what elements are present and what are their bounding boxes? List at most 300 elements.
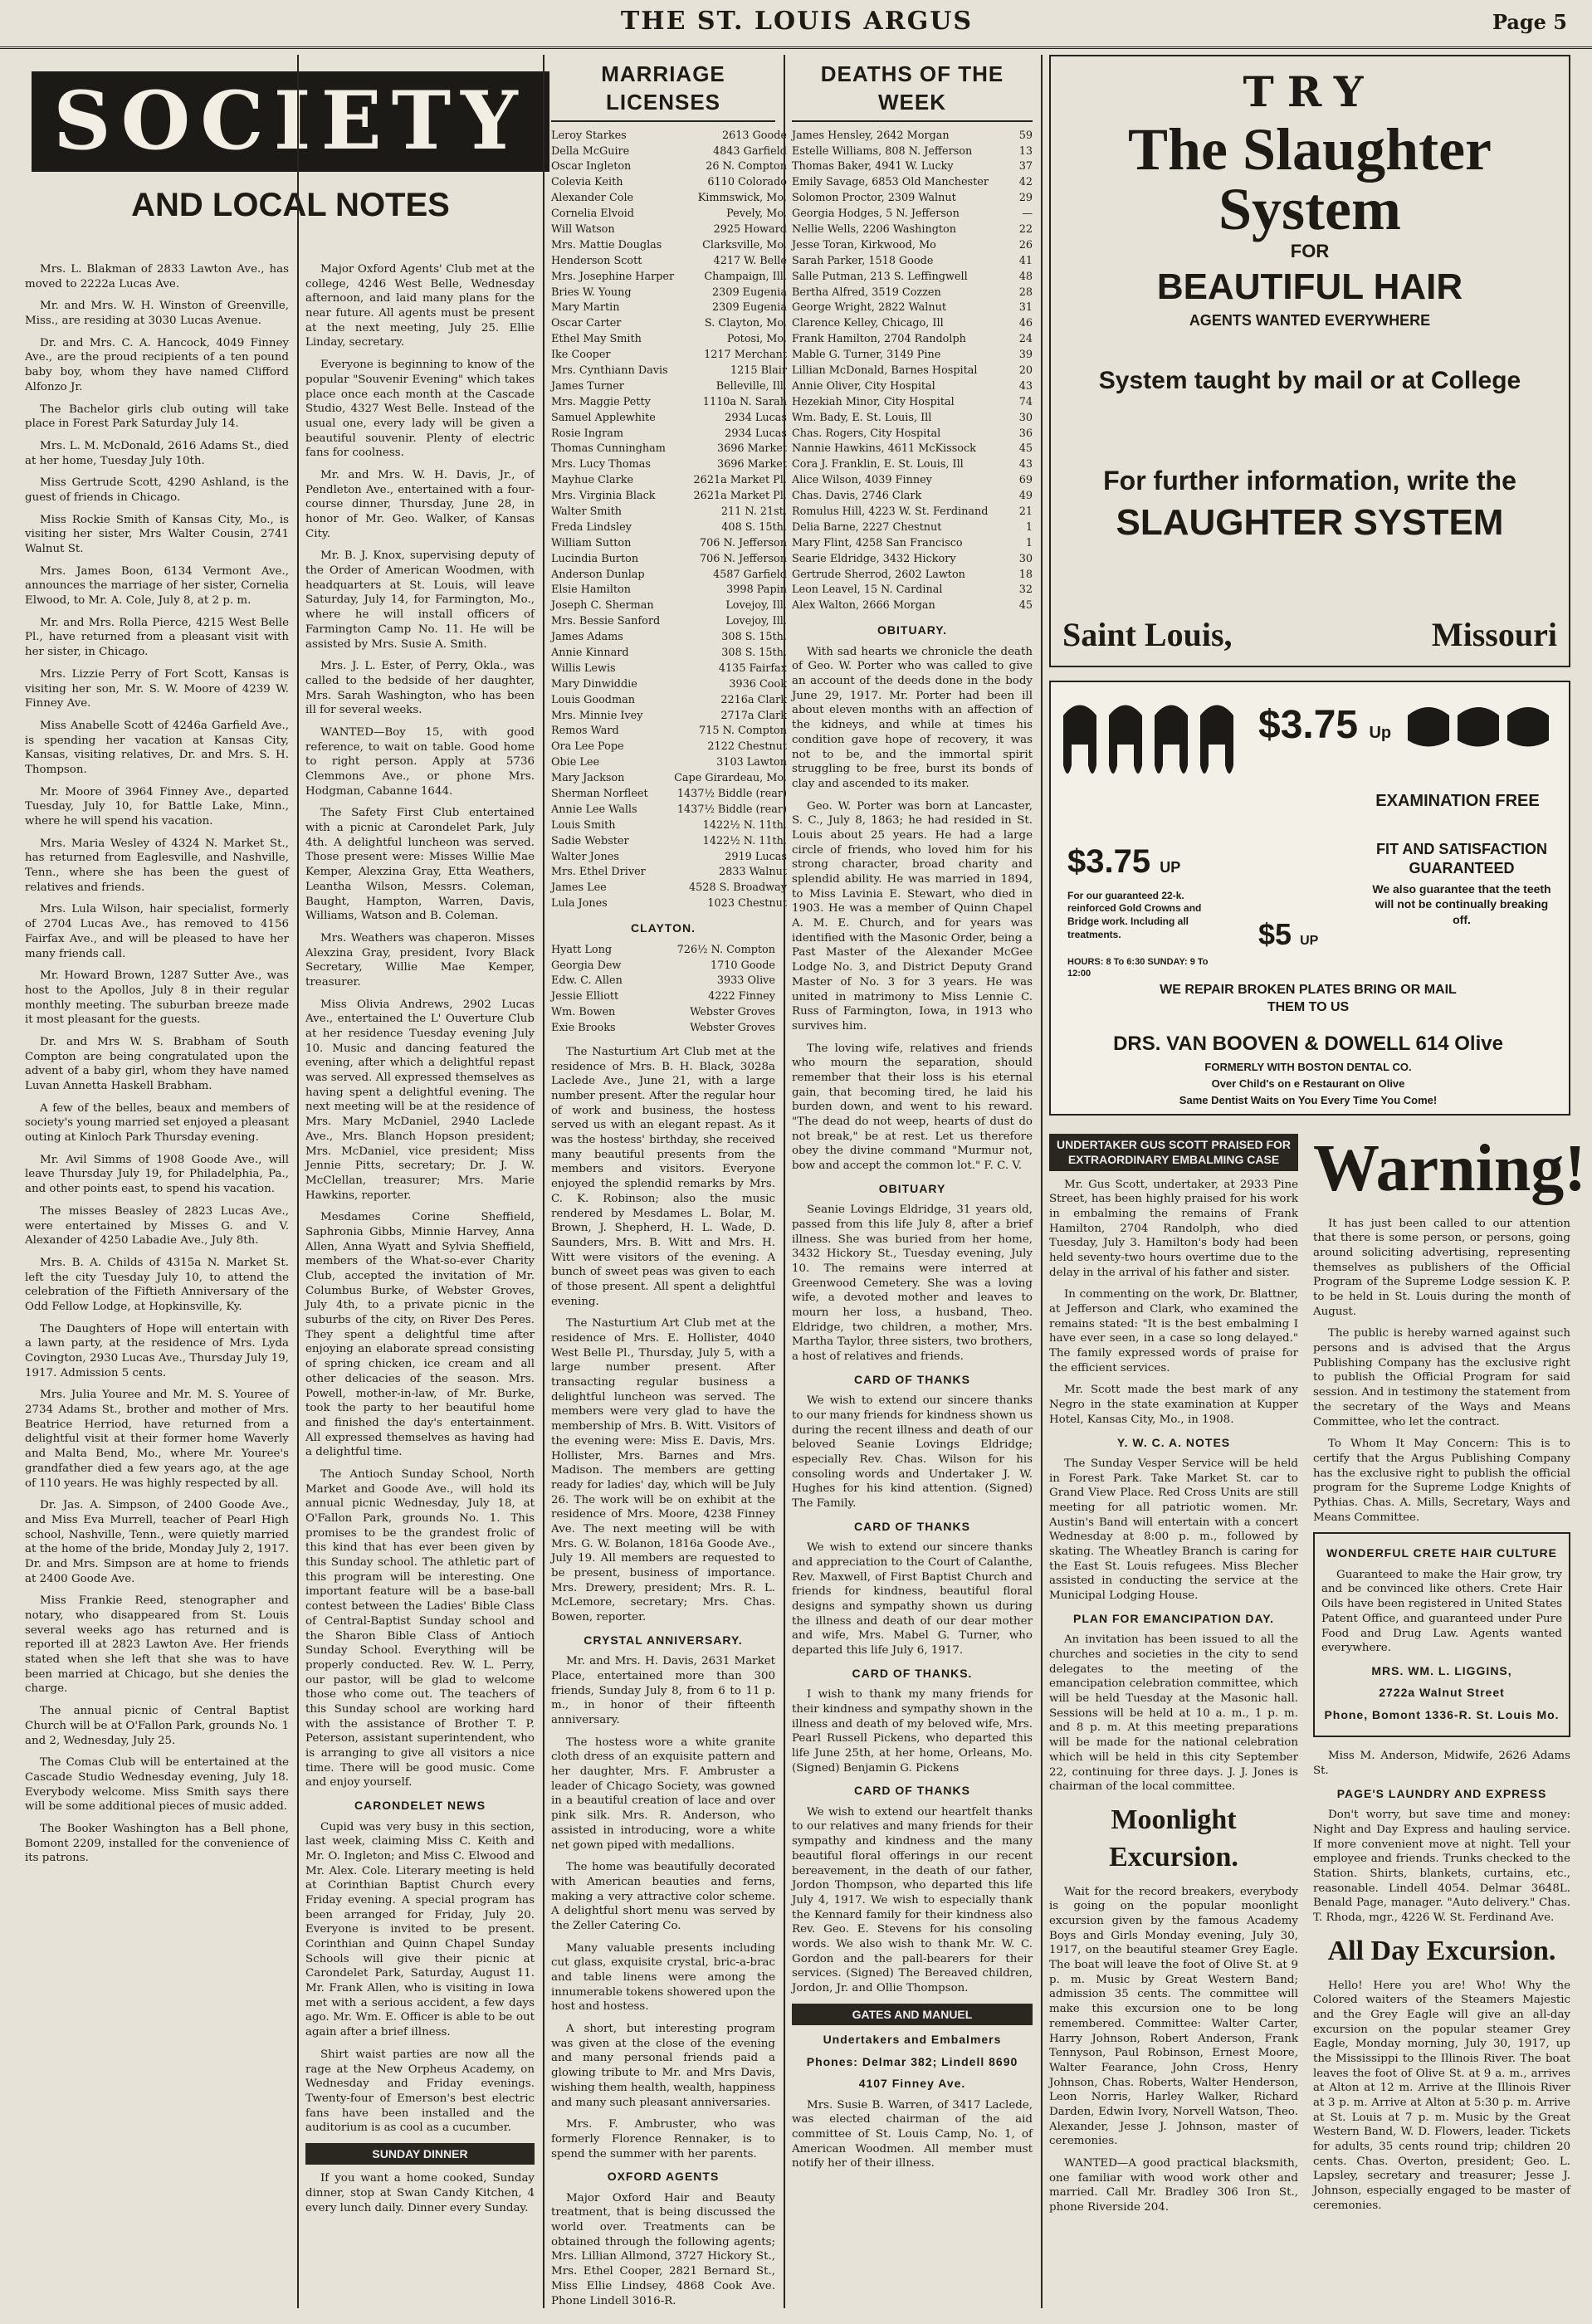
entry-detail: 1437½ Biddle (rear)	[676, 788, 787, 801]
entry-name: Alexander Cole	[551, 192, 634, 205]
entry-name: Estelle Williams, 808 N. Jefferson	[792, 144, 973, 158]
deaths-heading: DEATHS OF THE WEEK	[792, 60, 1033, 122]
list-row	[792, 332, 1033, 348]
entry-name: Henderson Scott	[551, 254, 642, 267]
list-row	[551, 411, 787, 427]
list-row	[551, 677, 787, 693]
entry-detail: Potosi, Mo.	[726, 333, 787, 346]
entry-name: Gertrude Sherrod, 2602 Lawton	[792, 568, 965, 581]
entry-detail: Kimmswick, Mo.	[697, 192, 787, 205]
for-text: FOR	[1290, 241, 1330, 261]
midwife-ad: Miss M. Anderson, Midwife, 2626 Adams St.	[1313, 1750, 1570, 1777]
list-row	[792, 568, 1033, 583]
entry-name: Delia Barne, 2227 Chestnut	[792, 520, 942, 534]
paragraph: To Whom It May Concern: This is to certify that the Argus Publishing Company has the exclusive right to publish the official program for the Supreme Lodge Knights of Pythias. Chas. A. Mills, Secretary, Ways and Means Committee.	[1313, 1438, 1570, 1524]
paragraph: Mrs. Julia Youree and Mr. M. S. Youree of 2734 Adams St., brother and mother of Mrs. Beatrice Herriod, have returned from a delightful visit at their former home Waverly and Malta Bend, Mo., where Mr. Youree's grandfather died a few years ago, at the age of 110 years. He was highly respected by all.	[25, 1389, 289, 1490]
column-rule	[297, 55, 299, 2308]
entry-detail: 69	[1018, 474, 1033, 487]
crown-price	[1067, 840, 1180, 884]
deaths-column	[792, 55, 1033, 2308]
entry-name: Wm. Bowen	[551, 1006, 616, 1019]
paragraph: The Safety First Club entertained with a picnic at Carondelet Park, July 4th. A delightful luncheon was served. Those present were: Misses Willie Mae Kemper, Alexzina Gray, Etta Weathers, Leantha Wilson, Messrs. Coleman, Baught, Hampton, Warren, Davis, Williams, Watson and B. Coleman.	[305, 807, 535, 923]
list-row	[551, 771, 787, 787]
entry-name: Mrs. Mattie Douglas	[551, 238, 662, 251]
entry-name: James Adams	[551, 631, 623, 644]
paragraph: Mrs. J. L. Ester, of Perry, Okla., was called to the bedside of her daughter, Mrs. Sarah Washington, who has been ill for several weeks.	[305, 660, 535, 717]
paragraph: Major Oxford Agents' Club met at the college, 4246 West Belle, Wednesday afternoon, and laid many plans for the near future. All agents must be present at the next meeting, July 25. Ellie Linday, secretary.	[305, 263, 535, 349]
entry-name: Clarence Kelley, Chicago, Ill	[792, 317, 944, 330]
list-row	[792, 300, 1033, 316]
entry-name: James Hensley, 2642 Morgan	[792, 129, 950, 142]
price-value: $5	[1258, 916, 1292, 951]
entry-name: Mrs. Virginia Black	[551, 490, 656, 503]
list-row	[792, 348, 1033, 364]
entry-detail: 46	[1018, 317, 1033, 330]
entry-detail: 2925 Howard	[713, 222, 787, 236]
list-row	[551, 709, 787, 725]
entry-name: Joseph C. Sherman	[551, 599, 654, 613]
card-of-thanks-heading: CARD OF THANKS	[854, 1372, 970, 1386]
list-row	[792, 207, 1033, 222]
entry-detail: 4217 W. Belle	[713, 254, 787, 267]
paragraph: Mr. B. J. Knox, supervising deputy of the Order of American Woodmen, with headquarters at St. Louis, will leave Saturday, July 14, for Farmington, Mo., where he will install officers of Farmington Camp No. 11. He will be assisted by Mrs. Susie A. Smith.	[305, 549, 535, 651]
entry-name: Bries W. Young	[551, 286, 632, 299]
paragraph: Mrs. Maria Wesley of 4324 N. Market St., has returned from Eaglesville, and Nashville, Tenn., where she has been the guest of relatives and friends.	[25, 837, 289, 894]
entry-name: Oscar Carter	[551, 317, 622, 330]
taught-by-mail-text: System taught by mail or at College	[1098, 366, 1521, 394]
entry-detail: 31	[1018, 301, 1033, 315]
entry-detail: 2919 Lucas	[725, 850, 787, 863]
page-number: Page 5	[1492, 10, 1567, 34]
entry-detail: 30	[1018, 552, 1033, 565]
masthead-title: THE ST. LOUIS ARGUS	[620, 7, 974, 36]
entry-name: Mrs. Josephine Harper	[551, 270, 675, 283]
paragraph: Mr. and Mrs. W. H. Winston of Greenville, Miss., are residing at 3030 Lucas Avenue.	[25, 300, 289, 328]
entry-detail: 3936 Cook	[729, 677, 787, 691]
column-rule	[784, 55, 785, 2308]
paragraph: Mrs. James Boon, 6134 Vermont Ave., announces the marriage of her sister, Cornelia Elwood, to Mr. A. Cole, July 8, at 2 p. m.	[25, 564, 289, 608]
paragraph: Dr. and Mrs. C. A. Hancock, 4049 Finney Ave., are the proud recipients of a ten pound baby boy, whom they have named Clifford Alfonzo Jr.	[25, 336, 289, 393]
card-of-thanks-heading-3: CARD OF THANKS.	[852, 1666, 973, 1680]
entry-detail: 1	[1025, 536, 1033, 549]
entry-detail: Champaign, Ill.	[704, 270, 787, 283]
list-row	[551, 850, 787, 866]
price-value: $3.75	[1067, 842, 1151, 880]
society-subtitle: AND LOCAL NOTES	[131, 186, 450, 223]
paragraph: Mr. Howard Brown, 1287 Sutter Ave., was host to the Apollos, July 8 in their regular monthly meeting. The suburban breeze made it most pleasant for the guests.	[25, 969, 289, 1027]
gus-scott-heading: UNDERTAKER GUS SCOTT PRAISED FOR EXTRAORDINARY EMBALMING CASE	[1049, 1134, 1298, 1171]
entry-detail: 43	[1018, 379, 1033, 393]
crete-text: Guaranteed to make the Hair grow, try and be convinced like others. Crete Hair Oils have been registered in United States Patent Office, and guaranteed under Pure Food and Drug Law. Agents wanted everywhere.	[1321, 1568, 1562, 1655]
list-row	[551, 959, 775, 974]
entry-detail: 4587 Garfield	[712, 568, 787, 581]
masthead	[0, 0, 1592, 49]
list-row	[551, 787, 787, 803]
list-row	[792, 129, 1033, 144]
gates-manuel-heading: GATES AND MANUEL	[792, 2004, 1033, 2025]
entry-detail: 49	[1018, 490, 1033, 503]
card-of-thanks-4: We wish to extend our heartfelt thanks to our relatives and many friends for their sympathy and kindness and the many beautiful floral offerings in our recent bereavement, in the death of our father, Jordon Thompson, who departed this life July 4, 1917. We wish to especially thank the Kennard family for their kindness also Rev. Geo. E. Stevens for his consoling words. We also wish to thank Mr. W. C. Gordon and the pall-bearers for their services. (Signed) The Bereaved children, Jordon, Jr. and Ollie Thompson.	[792, 1805, 1033, 1995]
paragraph: Mrs. Lula Wilson, hair specialist, formerly of 2704 Lucas Ave., has removed to 4156 Fairfax Ave., and will be pleased to have her many friends call.	[25, 903, 289, 960]
list-row	[551, 974, 775, 989]
list-row	[792, 364, 1033, 379]
list-row	[551, 427, 787, 442]
list-row	[551, 207, 787, 222]
entry-name: Emily Savage, 6853 Old Manchester	[792, 176, 989, 189]
gates-manuel-line: Undertakers and Embalmers	[823, 2033, 1002, 2047]
list-row	[792, 316, 1033, 332]
list-row	[551, 457, 787, 473]
entry-detail: 32	[1018, 583, 1033, 597]
fit-note: We also guarantee that the teeth will not be continually breaking off.	[1372, 881, 1551, 926]
list-row	[551, 300, 787, 316]
list-row	[551, 646, 787, 662]
entry-name: Edw. C. Allen	[551, 974, 623, 988]
entry-name: Mable G. Turner, 3149 Pine	[792, 349, 941, 362]
paragraph: The hostess wore a white granite cloth dress of an exquisite pattern and her daughter, Mrs. F. Ambruster a leader of Chicago Society, was gowned in a beautiful creation of lace and over pink silk. Mrs. R. Anderson, who assisted in introducing, wore a white net gown piped with medallions.	[551, 1736, 775, 1852]
list-row	[551, 473, 787, 489]
entry-name: Leon Leavel, 15 N. Cardinal	[792, 583, 943, 597]
paragraph: The public is hereby warned against such persons and is advised that the Argus Publishing Company has the exclusive right to publish the Official Program for said session. And in testimony the statement from the secretary of the Ways and Means Committee, who let the contract.	[1313, 1327, 1570, 1428]
entry-name: Elsie Hamilton	[551, 583, 631, 597]
crystal-anniversary-text	[551, 1654, 775, 2161]
paragraph: The misses Beasley of 2823 Lucas Ave., were entertained by Misses G. and V. Alexander of 4250 Labadie Ave., July 8th.	[25, 1204, 289, 1247]
paragraph: Dr. and Mrs W. S. Brabham of South Compton are being congratulated upon the advent of a baby girl, whom they have named Luvan Annetta Haskell Brabham.	[25, 1035, 289, 1092]
further-info-text: For further information, write the	[1103, 466, 1516, 496]
entry-detail: 4528 S. Broadway	[689, 881, 787, 895]
price-up: UP	[1160, 858, 1181, 876]
list-row	[551, 865, 787, 881]
price-tag	[1258, 699, 1391, 751]
ads-lower-columns	[1049, 1129, 1586, 2223]
entry-name: Remos Ward	[551, 725, 619, 738]
entry-detail: 1	[1025, 520, 1033, 534]
entry-detail: 4135 Fairfax	[718, 662, 787, 675]
ads-column	[1049, 55, 1586, 2308]
emancipation-heading: PLAN FOR EMANCIPATION DAY.	[1073, 1611, 1274, 1625]
entry-detail: 1110a N. Sarah	[702, 395, 787, 408]
price-up: Up	[1369, 723, 1392, 742]
entry-detail: —	[1022, 208, 1033, 221]
society-notes-list	[25, 262, 289, 1866]
slaughter-system-name: SLAUGHTER SYSTEM	[1116, 501, 1504, 543]
entry-detail: 726½ N. Compton	[676, 943, 775, 956]
entry-name: Bertha Alfred, 3519 Cozzen	[792, 286, 941, 299]
entry-detail: 2621a Market Pl.	[693, 490, 787, 503]
paragraph: A few of the belles, beaux and members of society's young married set enjoyed a pleasant outing at Kinloch Park Thursday evening.	[25, 1101, 289, 1145]
entry-name: Freda Lindsley	[551, 520, 632, 534]
list-row	[792, 552, 1033, 568]
warning-title: Warning!	[1313, 1131, 1586, 1205]
crete-address: 2722a Walnut Street	[1379, 1686, 1505, 1700]
entry-name: Samuel Applewhite	[551, 411, 656, 424]
entry-detail: 4222 Finney	[708, 990, 775, 1003]
entry-name: Mrs. Minnie Ivey	[551, 709, 643, 722]
entry-name: Annie Lee Walls	[551, 803, 637, 816]
entry-detail: 28	[1018, 286, 1033, 299]
entry-detail: 1422½ N. 11th.	[702, 834, 787, 847]
entry-detail: 1215 Blair	[730, 364, 787, 377]
entry-detail: 26	[1018, 238, 1033, 251]
entry-name: Louis Goodman	[551, 693, 636, 706]
list-row	[792, 395, 1033, 411]
crete-phone: Phone, Bomont 1336-R. St. Louis Mo.	[1324, 1707, 1560, 1721]
entry-detail: 59	[1018, 129, 1033, 142]
slaughter-system-title: The Slaughter System	[1127, 116, 1492, 242]
entry-detail: 36	[1018, 427, 1033, 440]
entry-detail: 706 N. Jefferson	[699, 536, 787, 549]
oxford-agents-heading: OXFORD AGENTS	[607, 2170, 720, 2184]
entry-name: Lucindia Burton	[551, 552, 639, 565]
entry-detail: 1217 Merchant	[704, 349, 787, 362]
list-row	[792, 144, 1033, 160]
paragraph: The home was beautifully decorated with American beauties and ferns, making a very attractive color scheme. A delightful short menu was served by the Zeller Catering Co.	[551, 1861, 775, 1932]
entry-name: Mrs. Bessie Sanford	[551, 615, 661, 628]
marriage-licenses-heading: MARRIAGE LICENSES	[551, 60, 775, 122]
slaughter-system-ad	[1049, 55, 1570, 667]
paragraph: Geo. W. Porter was born at Lancaster, S. C., July 8, 1863; he had resided in St. Louis about 25 years. He had a large circle of friends, who loved him for his strong character, broad charity and splendid ability. He was married in 1894, to Miss Lavinia E. Stewart, who died in 1903. He was a member of Quinn Chapel A. M. E. Church, and for years was identified with the Masonic Order, being a Past Master of the Alexander McGee Lodge No. 3, and District Deputy Grand Master of No. 3 for 3 years. He was united in matrimony to Miss Lennie C. Russ of Farmington, Iowa, in 1913 who survives him.	[792, 799, 1033, 1033]
list-row	[551, 583, 787, 598]
gates-manuel-phones: Phones: Delmar 382; Lindell 8690	[806, 2054, 1018, 2068]
paragraph: Miss Frankie Reed, stenographer and notary, who disappeared from St. Louis several weeks ago has returned and is reported ill at 2823 Lawton Ave. Her friends stated when she left that she was to have been married at Chicago, but she denies the charge.	[25, 1594, 289, 1696]
entry-name: Searie Eldridge, 3432 Hickory	[792, 552, 956, 565]
list-row	[551, 395, 787, 411]
entry-name: Mrs. Lucy Thomas	[551, 458, 651, 471]
entry-detail: 2216a Clark	[720, 693, 787, 706]
paragraph: The Nasturtium Art Club met at the residence of Mrs. B. H. Black, 3028a Laclede Ave., June 21, with a large number present. After the regular hour of work and business, the hostess served us with an elegant repast. As it was the hostess' birthday, she received many beautiful presents from the members and visitors. Everyone enjoyed the splendid remarks by Mrs. C. K. Robinson; also the music rendered by Mesdames L. Bolar, M. Brown, J. Shepherd, H. L. Wade, D. Saunders, Mrs. B. Witt and Mrs. H. Witt were visitors of the evening. A bunch of sweet peas was given to each of those present. All spent a delightful evening.	[551, 1045, 775, 1308]
warren-notice: Mrs. Susie B. Warren, of 3417 Laclede, was elected chairman of the aid committee of St. Louis Camp, No. 1, of American Woodmen. All member must notify her of their illness.	[792, 2098, 1033, 2170]
paragraph: The Antioch Sunday School, North Market and Goode Ave., will hold its annual picnic Wednesday, July 18, at O'Fallon Park, grounds No. 1. This promises to be the grandest frolic of this kind that has ever been given by this Sunday school. The athletic part of this program will be interesting. One important feature will be a base-ball contest between the Ladies' Bible Class of Central-Baptist Sunday school and the Sharon Bible Class of Antioch Sunday School. Everything will be properly conducted. Rev. W. L. Perry, our pastor, will be glad to welcome those who come out. The teachers of this Sunday school are working hard with the assistance of Brother T. P. Peterson, assistant superintendent, who is arranging to give all visitors a nice time. There will be good music. Come and enjoy yourself.	[305, 1467, 535, 1789]
list-row	[551, 144, 787, 160]
entry-detail: Belleville, Ill.	[715, 379, 787, 393]
entry-name: Ike Cooper	[551, 349, 611, 362]
entry-detail: 3696 Market	[717, 442, 787, 456]
list-row	[551, 520, 787, 536]
paragraph: Shirt waist parties are now all the rage at the New Orpheus Academy, on Wednesday and Friday evenings. Twenty-four of Emerson's best electric fans have been installed and the auditorium is as cool as a cucumber.	[305, 2048, 535, 2135]
entry-name: Colevia Keith	[551, 176, 623, 189]
list-row	[551, 129, 787, 144]
entry-detail: Webster Groves	[690, 1022, 775, 1035]
entry-detail: 715 N. Compton	[699, 725, 787, 738]
entry-detail: 24	[1018, 333, 1033, 346]
society-column-2	[305, 55, 535, 2308]
former-text: FORMERLY WITH BOSTON DENTAL CO.	[1204, 1060, 1412, 1073]
list-row	[792, 473, 1033, 489]
marriage-column	[551, 55, 787, 2308]
same-dentist-text: Same Dentist Waits on You Every Time You Come!	[1179, 1093, 1438, 1106]
paragraph: The annual picnic of Central Baptist Church will be at O'Fallon Park, grounds No. 1 and 2, Wednesday, July 25.	[25, 1705, 289, 1747]
card-of-thanks-heading-2: CARD OF THANKS	[854, 1519, 970, 1533]
list-row	[551, 175, 787, 191]
moonlight-heading: Moonlight Excursion.	[1109, 1804, 1238, 1872]
list-row	[551, 489, 787, 505]
plate-price	[1258, 915, 1318, 954]
entry-name: Ethel May Smith	[551, 333, 642, 346]
society-title: SOCIETY	[32, 71, 549, 172]
paragraph: The Daughters of Hope will entertain with a lawn party, at the residence of Mrs. Lyda Covington, 2930 Lucas Ave., Thursday July 19, 1917. Admission 5 cents.	[25, 1322, 289, 1379]
list-row	[551, 989, 775, 1005]
paragraph: Mr. Avil Simms of 1908 Goode Ave., will leave Thursday July 19, for Philadelphia, Pa., and other points east, to spend his vacation.	[25, 1153, 289, 1196]
paragraph: It has just been called to our attention that there is some person, or persons, going around soliciting advertising, representing themselves as publishers of the Official Program of the Supreme Lodge session K. P. to be held in St. Louis during the month of August.	[1313, 1217, 1570, 1318]
list-row	[792, 489, 1033, 505]
entry-detail: Lovejoy, Ill.	[725, 599, 787, 613]
paragraph: Miss Gertrude Scott, 4290 Ashland, is the guest of friends in Chicago.	[25, 476, 289, 504]
entry-name: Mrs. Maggie Petty	[551, 395, 651, 408]
crown-note: For our guaranteed 22-k. reinforced Gold Crowns and Bridge work. Including all treatments.	[1067, 889, 1202, 941]
entry-name: Sarah Parker, 1518 Goode	[792, 254, 934, 267]
entry-detail: 42	[1018, 176, 1033, 189]
entry-name: Chas. Rogers, City Hospital	[792, 427, 941, 440]
entry-detail: 48	[1018, 270, 1033, 283]
ads-lower-left	[1049, 1129, 1298, 2223]
card-of-thanks-2: We wish to extend our sincere thanks and appreciation to the Court of Calanthe, Rev. Maxwell, of First Baptist Church and friends for kindness, beautiful floral designs and sympathy shown us during the illness and death of our dear mother and wife, Mrs. Mabel G. Turner, who departed this life July 6, 1917.	[792, 1541, 1033, 1658]
entry-name: Della McGuire	[551, 144, 630, 158]
list-row	[551, 348, 787, 364]
entry-name: Frank Hamilton, 2704 Randolph	[792, 333, 966, 346]
ywca-text: The Sunday Vesper Service will be held in Forest Park. Take Market St. car to Grand View Place. Red Cross Units are still meeting for all patriotic women. Mr. Austin's Band will entertain with a concert Wednesday at 8:00 p. m., followed by skating. The Wheatley Branch is caring for the East St. Louis refugees. Miss Blecher assisted in conducting the service at the Municipal Lodging House.	[1049, 1457, 1298, 1603]
entry-detail: 3696 Market	[717, 458, 787, 471]
entry-detail: 26 N. Compton	[706, 160, 787, 173]
entry-name: Nellie Wells, 2206 Washington	[792, 222, 956, 236]
entry-detail: 308 S. 15th.	[721, 631, 787, 644]
paragraph: The Comas Club will be entertained at the Cascade Studio Wednesday evening, July 18. Everybody welcome. Miss Smith says there will be some additional pieces of music added.	[25, 1756, 289, 1814]
entry-name: Chas. Davis, 2746 Clark	[792, 490, 922, 503]
price-up: UP	[1300, 933, 1319, 948]
list-row	[551, 254, 787, 270]
entry-detail: 1023 Chestnut	[707, 897, 787, 911]
wanted-ad: WANTED—A good practical blacksmith, one familiar with wood work other and married. Call Mr. Bradley 306 Iron St., phone Riverside 204.	[1049, 2157, 1298, 2214]
entry-detail: 21	[1018, 505, 1033, 518]
entry-detail: Lovejoy, Ill.	[725, 615, 787, 628]
entry-name: Cora J. Franklin, E. St. Louis, Ill	[792, 458, 964, 471]
paragraph: Cupid was very busy in this section, last week, claiming Miss C. Keith and Mr. O. Ingleton; and Miss C. Elwood and Mr. Alex. Cole. Literary meeting is held at Corinthian Baptist Church every Friday evening. A special program has been arranged for Friday, July 20. Everyone is invited to be present. Corinthian and Quinn Chapel Sunday Schools will give their picnic at Carondelet Park, Saturday, August 11. Mr. Frank Allen, who is visiting in Iowa met with a serious accident, a few days ago. Mr. Wm. E. Officer is able to be out again after a brief illness.	[305, 1820, 535, 2039]
entry-detail: 29	[1018, 192, 1033, 205]
paragraph: Mrs. L. Blakman of 2833 Lawton Ave., has moved to 2222a Lucas Ave.	[25, 263, 289, 290]
paragraph: Mr. and Mrs. W. H. Davis, Jr., of Pendleton Ave., entertained with a four-course dinner, Thursday, June 28, in honor of Mr. Geo. Walker, of Kansas City.	[305, 468, 535, 540]
beautiful-hair-text: BEAUTIFUL HAIR	[1156, 266, 1463, 308]
entry-name: Mrs. Ethel Driver	[551, 866, 646, 879]
carondelet-news	[305, 1820, 535, 2136]
pages-laundry-text: Don't worry, but save time and money: Night and Day Express and hauling service. If more convenient move at night. Tell your employee and friends. Trunks checked to the Station. Shirts, blankets, curtains, etc., reasonable. Lindell 4054. Delmar 3648L. Benald Page, manager. "Auto delivery." Chas. T. Rhoda, mgr., 4226 W. St. Ferdinand Ave.	[1313, 1809, 1570, 1924]
list-row	[551, 881, 787, 896]
paragraph: Mrs. Lizzie Perry of Fort Scott, Kansas is visiting her son, Mr. S. W. Moore of 4239 W. Finney Ave.	[25, 667, 289, 710]
paragraph: In commenting on the work, Dr. Blattner, at Jefferson and Clark, who examined the remains stated: "It is the best embalming I have ever seen, in a case so long delayed." The family expressed words of praise for the efficient services.	[1049, 1288, 1298, 1374]
entry-detail: 45	[1018, 599, 1033, 613]
list-row	[792, 520, 1033, 536]
entry-name: Rosie Ingram	[551, 427, 624, 440]
entry-name: Alex Walton, 2666 Morgan	[792, 599, 935, 613]
list-row	[551, 803, 787, 818]
entry-name: Georgia Dew	[551, 959, 622, 972]
club-notes	[551, 1045, 775, 1625]
entry-detail: 30	[1018, 411, 1033, 424]
paragraph: Mr. and Mrs. Rolla Pierce, 4215 West Belle Pl., have returned from a pleasant visit with her sister, in Chicago.	[25, 616, 289, 659]
moonlight-text: Wait for the record breakers, everybody is going on the popular moonlight excursion given by the famous Academy Boys and Girls Monday evening, July 30, 1917, on the beautiful steamer Grey Eagle. The boat will leave the foot of Olive St. at 9 p. m. Music by Great Western Band; admission 35 cents. The committee will make this excursion one to be long remembered. Committee: Walter Carter, Harry Johnson, Robert Anderson, Frank Tennyson, Paul Robinson, Ernest Moore, Walter Fearance, John Cross, Henry Johnson, Chas. Roberts, Walter Henderson, Leon Norris, Harley Walker, Richard Darden, Edwin Ivory, Norvell Watson, Theo. Alexander, Jesse J. Johnson, master of ceremonies.	[1049, 1885, 1298, 2148]
fit-satisfaction-text: FIT AND SATISFACTION GUARANTEED	[1376, 840, 1547, 877]
entry-name: Wm. Bady, E. St. Louis, Ill	[792, 411, 932, 424]
dentists-name: DRS. VAN BOOVEN & DOWELL 614 Olive	[1113, 1032, 1503, 1055]
entry-detail: Cape Girardeau, Mo.	[674, 772, 787, 785]
list-row	[792, 254, 1033, 270]
crete-heading: WONDERFUL CRETE HAIR CULTURE	[1326, 1546, 1557, 1560]
entry-name: Anderson Dunlap	[551, 568, 645, 581]
list-row	[792, 175, 1033, 191]
list-row	[551, 552, 787, 568]
entry-detail: 43	[1018, 458, 1033, 471]
paragraph: A short, but interesting program was given at the close of the evening and many personal friends paid a glowing tribute to Mr. and Mrs Davis, wishing them health, wealth, happiness and many such pleasant anniversaries.	[551, 2023, 775, 2109]
card-of-thanks-3: I wish to thank my many friends for their kindness and sympathy shown in the illness and death of my beloved wife, Mrs. Pearl Russell Pickens, who departed this life June 25th, at her home, Orleans, Mo. (Signed) Benjamin G. Pickens	[792, 1688, 1033, 1775]
gus-scott-text	[1049, 1178, 1298, 1428]
list-row	[792, 598, 1033, 614]
oxford-agents-text: Major Oxford Hair and Beauty treatment, that is being discussed the world over. Treatments can be obtained through the following agents; Mrs. Lillian Allmond, 3727 Hickory St., Mrs. Ethel Cooper, 2821 Bernard St., Miss Ellie Lindsey, 4868 Cook Ave. Phone Lindell 3016-R.	[551, 2191, 775, 2307]
entry-name: Salle Putman, 213 S. Leffingwell	[792, 270, 968, 283]
paragraph: The Booker Washington has a Bell phone, Bomont 2209, installed for the convenience of its patrons.	[25, 1822, 289, 1865]
entry-name: Mary Martin	[551, 301, 620, 315]
price-value: $3.75	[1258, 702, 1359, 747]
paragraph: Miss Anabelle Scott of 4246a Garfield Ave., is spending her vacation at Kansas City, Kansas, visiting relatives, Dr. and Mrs. S. H. Thompson.	[25, 719, 289, 776]
list-row	[551, 693, 787, 709]
paragraph: With sad hearts we chronicle the death of Geo. W. Porter who was called to give an account of the deeds done in the body June 29, 1917. Mr. Porter had been ill about eleven months with an affection of the kidneys, and while at times his condition gave hope of recovery, it was not to be, and the immortal spirit struggling to be free, burst its bonds of clay and ascended to its maker.	[792, 645, 1033, 790]
entry-name: Walter Smith	[551, 505, 623, 518]
ads-lower-right	[1313, 1129, 1586, 2223]
society-notes-list-2	[305, 262, 535, 1790]
list-row	[551, 755, 787, 771]
list-row	[551, 238, 787, 254]
paragraph: The Nasturtium Art Club met at the residence of Mrs. E. Hollister, 4040 West Belle Pl., Thursday, July 5, with a large number present. After transacting regular business a delightful luncheon was served. The members were very glad to have the membership of Mrs. B. Witt. Visitors of the evening were: Miss E. Davis, Mrs. Hollister, Mrs. Barnes and Mrs. Madison. The members are getting ready for ladies' day, which will be July 26. The work will be on exhibit at the residence of Mrs. Moore, 4238 Finney Ave. The next meeting will be with Mrs. G. W. Bolanon, 1816a Goode Ave., July 19. All members are requested to be present, business of importance. Mrs. Drewery, president; Mrs. R. L. McLemore, secretary; Mrs. Chas. Bowen, reporter.	[551, 1317, 775, 1624]
entry-name: George Wright, 2822 Walnut	[792, 301, 946, 315]
entry-name: Leroy Starkes	[551, 129, 627, 142]
clayton-heading: CLAYTON.	[630, 921, 696, 935]
list-row	[792, 379, 1033, 395]
paragraph: Mesdames Corine Sheffield, Saphronia Gibbs, Minnie Harvey, Anna Allen, Anna Wyatt and Sylvia Sheffield, members of the What-so-ever Charity Club, accepted the invitation of Mr. Columbus Burke, of Webster Groves, July 4th, to a private picnic in the suburbs of the city, on River Des Peres. They spent a delightful time after enjoying an elaborate spread consisting of spring chicken, ice cream and all other delicacies of the season. Mrs. Powell, mother-in-law, of Mr. Burke, took the party to her beautiful home and finished the day's entertainment. All expressed themselves as having had a delightful time.	[305, 1211, 535, 1459]
entry-name: Lula Jones	[551, 897, 608, 911]
list-row	[551, 724, 787, 740]
entry-name: Jessie Elliott	[551, 990, 619, 1003]
list-row	[792, 222, 1033, 238]
state-text: Missouri	[1431, 615, 1557, 653]
pages-laundry-heading: PAGE'S LAUNDRY AND EXPRESS	[1336, 1786, 1547, 1800]
entry-detail: 2833 Walnut	[718, 866, 787, 879]
entry-detail: 211 N. 21st.	[720, 505, 787, 518]
entry-name: Annie Oliver, City Hospital	[792, 379, 935, 393]
entry-name: Mary Dinwiddie	[551, 677, 637, 691]
list-row	[551, 505, 787, 520]
paragraph: Everyone is beginning to know of the popular "Souvenir Evening" which takes place once each month at the Cascade Studio, 4327 West Belle. Instead of the usual one, every lady will be given a beautiful souvenir. Plenty of electric fans for coolness.	[305, 359, 535, 460]
list-row	[792, 583, 1033, 598]
paragraph: Many valuable presents including cut glass, exquisite crystal, bric-a-brac and table linens were among the innumerable tokens showered upon the host and hostess.	[551, 1941, 775, 2014]
entry-detail: 3103 Lawton	[716, 756, 787, 769]
entry-name: Exie Brooks	[551, 1022, 616, 1035]
over-text: Over Child's on e Restaurant on Olive	[1211, 1077, 1405, 1090]
city-text: Saint Louis,	[1062, 615, 1233, 653]
carondelet-heading: CARONDELET NEWS	[354, 1799, 486, 1813]
entry-name: Mayhue Clarke	[551, 474, 634, 487]
list-row	[792, 427, 1033, 442]
warning-text	[1313, 1217, 1570, 1526]
list-row	[551, 614, 787, 630]
paragraph: The Bachelor girls club outing will take place in Forest Park Saturday July 14.	[25, 403, 289, 431]
paragraph: Mrs. Weathers was chaperon. Misses Alexzina Gray, president, Ivory Black Secretary, Willie Mae Kemper, treasurer.	[305, 931, 535, 989]
examination-free-text: EXAMINATION FREE	[1375, 791, 1540, 810]
entry-name: Mary Jackson	[551, 772, 625, 785]
ywca-heading: Y. W. C. A. NOTES	[1116, 1435, 1231, 1449]
list-row	[551, 630, 787, 646]
crete-name: MRS. WM. L. LIGGINS,	[1371, 1663, 1512, 1677]
emancipation-text: An invitation has been issued to all the churches and societies in the city to send delegates to the meeting of the emancipation celebration committee, which will be held Tuesday at the Masonic hall. Sessions will be held at 10 a. m., 1 p. m. and 8 p. m. At this meeting preparations will be made for the national celebration which will be held in this city September 22, continuing for three days. J. J. Jones is chairman of the local committee.	[1049, 1633, 1298, 1794]
list-row	[792, 505, 1033, 520]
gates-manuel-address: 4107 Finney Ave.	[858, 2077, 966, 2091]
list-row	[551, 270, 787, 286]
